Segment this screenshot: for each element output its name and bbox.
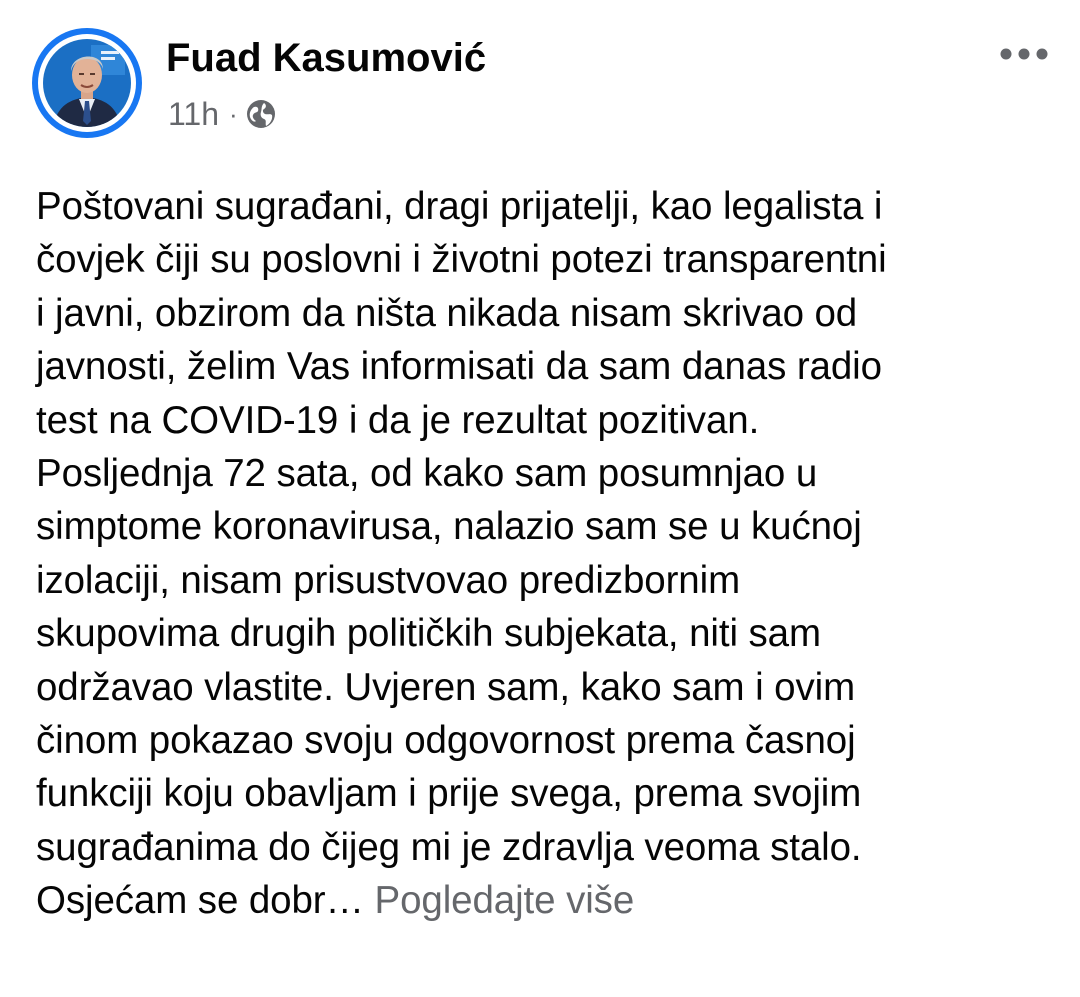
globe-icon[interactable]	[246, 99, 276, 129]
post-text	[36, 180, 1046, 928]
more-options-button[interactable]	[996, 36, 1052, 72]
meta-separator: ·	[229, 98, 238, 129]
more-options-icon	[1000, 48, 1048, 60]
profile-photo-image	[43, 39, 131, 127]
author-name[interactable]: Fuad Kasumović	[166, 36, 487, 80]
see-more-link[interactable]: Pogledajte više	[374, 879, 635, 923]
avatar-border	[38, 34, 136, 132]
post-timestamp[interactable]: 11h	[168, 95, 220, 132]
post-meta	[168, 92, 276, 136]
profile-photo	[43, 39, 131, 127]
post-header	[32, 28, 1052, 138]
post-body-text: Poštovani sugrađani, dragi prijatelji, kao legalista i čovjek čiji su poslovni i životni potezi transparentni i javni, obzirom da ništa nikada nisam skrivao od javnosti, želim Vas informisati da sam danas radio test na COVID-19 i da je rezultat pozitivan. Posljednja 72 sata, od kako sam posumnjao u simptome koronavirusa, nalazio sam se u kućnoj izolaciji, nisam prisustvovao predizbornim skupovima drugih političkih subjekata, niti sam održavao vlastite. Uvjeren sam, kako sam i ovim činom pokazao svoju odgovornost prema časnoj funkciji koju obavljam i prije svega, prema svojim sugrađanima do čijeg mi je zdravlja veoma stalo. Osjećam se dobr…	[36, 185, 887, 923]
avatar[interactable]	[32, 28, 142, 138]
